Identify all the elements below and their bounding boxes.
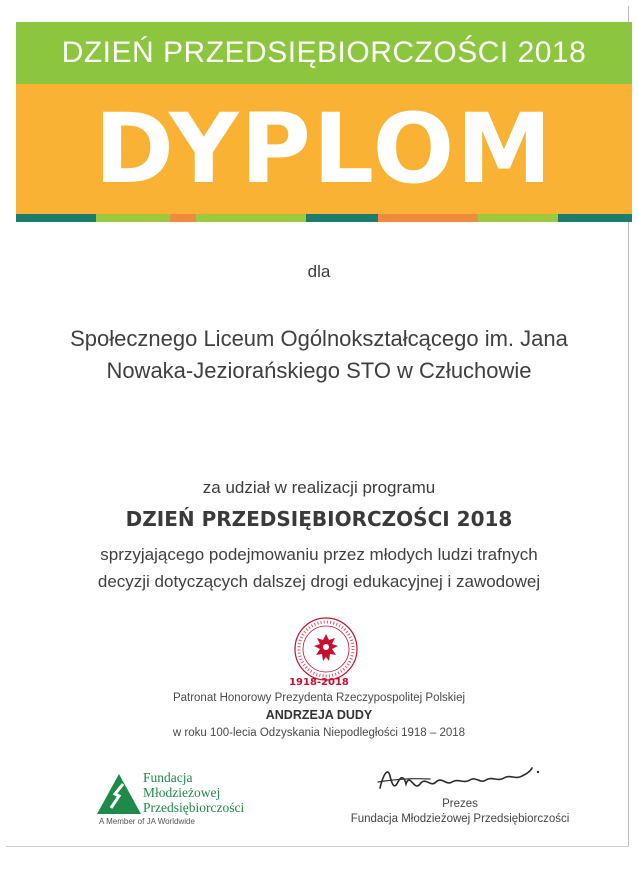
signature-icon [370, 762, 570, 796]
patronage-line: Patronat Honorowy Prezydenta Rzeczypospolitej Polskiej [172, 692, 466, 704]
school-name-line: Społecznego Liceum Ogólnokształcącego im. Jana [70, 326, 568, 351]
program-description [0, 541, 638, 595]
school-name-line: Nowaka-Jeziorańskiego STO w Człuchowie [106, 358, 532, 383]
for-label: dla [307, 262, 331, 281]
seal-years: 1918-2018 [289, 677, 349, 688]
program-name: DZIEŃ PRZEDSIĘBIORCZOŚCI 2018 [125, 507, 513, 531]
logo-text [143, 770, 244, 815]
foundation-logo [97, 770, 267, 830]
school-name [0, 323, 638, 387]
logo-line: Przedsiębiorczości [143, 800, 245, 815]
diploma-word: DYPLOM [94, 93, 554, 205]
description-line: decyzji dotyczących dalszej drogi edukacyjnej i zawodowej [97, 572, 541, 591]
stripe-segment [96, 214, 170, 222]
stripe-segment [378, 214, 478, 222]
stripe-segment [196, 214, 306, 222]
patron-name: ANDRZEJA DUDY [265, 708, 373, 722]
diploma-banner [16, 84, 632, 214]
stripe-segment [558, 214, 632, 222]
event-title-banner [16, 22, 632, 84]
signer-role: Prezes [442, 798, 478, 810]
patronage-year-line: w roku 100-lecia Odzyskania Niepodległości 1918 – 2018 [172, 727, 466, 739]
signer-organization: Fundacja Młodzieżowej Przedsiębiorczości [350, 813, 570, 825]
centenary-seal-icon [293, 616, 359, 682]
logo-line: Fundacja [143, 770, 193, 785]
triangle-logo-icon [97, 774, 141, 814]
logo-member-text: A Member of JA Worldwide [99, 817, 195, 826]
stripe-segment [478, 214, 558, 222]
event-title: DZIEŃ PRZEDSIĘBIORCZOŚCI 2018 [61, 36, 587, 69]
logo-line: Młodzieżowej [143, 785, 221, 800]
participation-label: za udział w realizacji programu [202, 478, 436, 497]
description-line: sprzyjającego podejmowaniu przez młodych ludzi trafnych [100, 545, 538, 564]
stripe-segment [170, 214, 196, 222]
stripe-segment [306, 214, 378, 222]
stripe-segment [16, 214, 96, 222]
